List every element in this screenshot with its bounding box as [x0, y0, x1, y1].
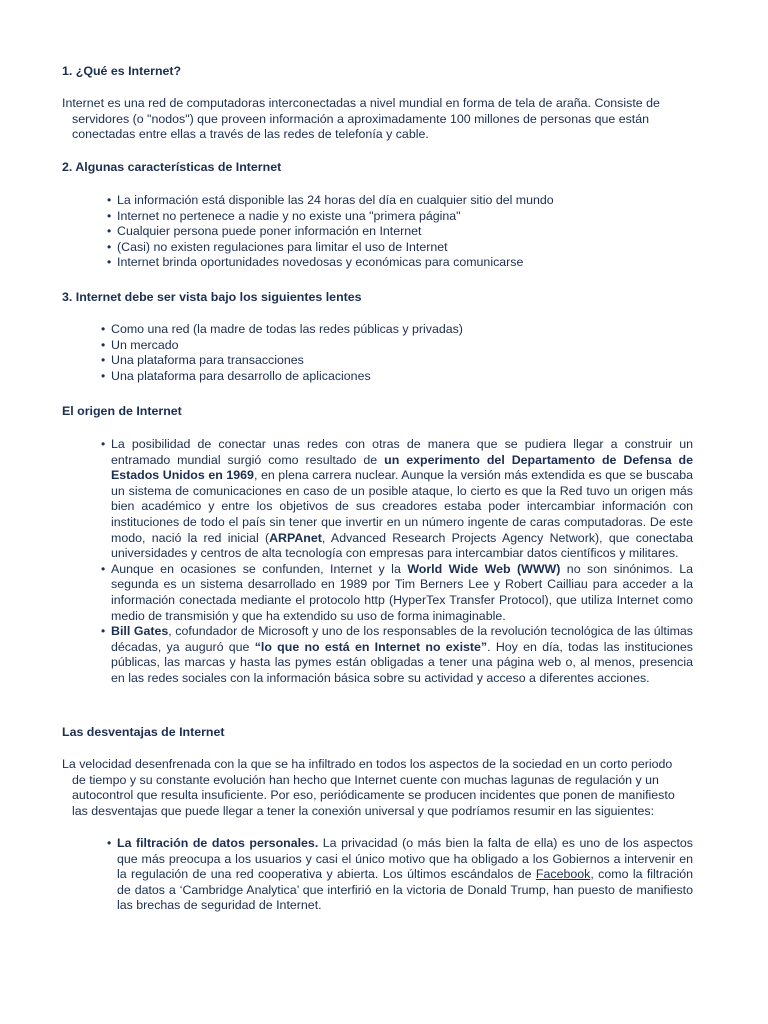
section-title-caracteristicas: 2. Algunas características de Internet: [62, 160, 282, 174]
desventajas-list: [107, 836, 693, 914]
paragraph-line: servidores (o "nodos") que proveen información a aproximadamente 100 millones de personas que están: [72, 111, 650, 126]
section-title-origen: El origen de Internet: [62, 404, 182, 418]
list-item: • Una plataforma para transacciones: [101, 353, 661, 369]
bold-text: Bill Gates: [111, 624, 169, 639]
caracteristicas-list: [107, 193, 667, 271]
paragraph-line: Internet es una red de computadoras interconectadas a nivel mundial en forma de tela de araña. Consiste de: [62, 96, 660, 110]
bold-text: un experimento del Departamento de Defensa de Estados Unidos en 1969: [111, 452, 693, 483]
lentes-list: [101, 322, 661, 384]
list-item: • Una plataforma para desarrollo de aplicaciones: [101, 369, 661, 385]
list-item: • Internet no pertenece a nadie y no existe una "primera página": [107, 209, 667, 225]
list-item: • Internet brinda oportunidades novedosas y económicas para comunicarse: [107, 255, 667, 271]
paragraph-line: de tiempo y su constante evolución han hecho que Internet cuente con muchas lagunas de regulación y un: [72, 772, 659, 787]
paragraph-que-es-internet: [62, 96, 693, 143]
bold-text: La filtración de datos personales.: [117, 836, 319, 850]
bold-text: World Wide Web (WWW): [407, 561, 561, 576]
list-item-origen-experimento: • La posibilidad de conectar unas redes con otras de manera que se pudiera llegar a construir un entramado mundial surgió como resultado de un experimento del Departamento de Defensa de Estados Unidos en 1969, en plena carrera nuclear. Aunque la versión más extendida es que se buscaba un sistema de comunicaciones en caso de un posible ataque, lo cierto es que la Red tuvo un origen más bien académico y entre los objetivos de sus creadores estaba poder intercambiar información con instituciones de todo el país sin tener que invertir en un número ingente de caras computadoras. De este modo, nació la red inicial (ARPAnet, Advanced Research Projects Agency Network), que conectaba universidades y centros de alta tecnología con empresas para intercambiar datos científicos y militares.: [101, 437, 693, 562]
bold-text: “lo que no está en Internet no existe”: [254, 639, 488, 654]
section-title-desventajas: Las desventajas de Internet: [62, 725, 225, 739]
paragraph-line: conectadas entre ellas a través de las redes de telefonía y cable.: [72, 127, 429, 142]
paragraph-line: las desventajas que puede llegar a tener la conexión universal y que podríamos resumir en las siguientes:: [72, 803, 655, 818]
list-item: • (Casi) no existen regulaciones para limitar el uso de Internet: [107, 240, 667, 256]
origen-list: [101, 437, 693, 687]
list-item: • La información está disponible las 24 horas del día en cualquier sitio del mundo: [107, 193, 667, 209]
paragraph-desventajas: [62, 757, 693, 819]
list-item: • Como una red (la madre de todas las redes públicas y privadas): [101, 322, 661, 338]
section-title-que-es-internet: 1. ¿Qué es Internet?: [62, 64, 182, 78]
bold-text: ARPAnet: [269, 530, 322, 545]
section-title-lentes: 3. Internet debe ser vista bajo los siguientes lentes: [62, 290, 362, 304]
list-item-filtracion-datos: • La filtración de datos personales. La privacidad (o más bien la falta de ella) es uno de los aspectos que más preocupa a los usuarios y casi el único motivo que ha obligado a los Gobiernos a intervenir en la regulación de una red cooperativa y abierta. Los últimos escándalos de Facebook, como la filtración de datos a ‘Cambridge Analytica’ que interfirió en la victoria de Donald Trump, han puesto de manifiesto las brechas de seguridad de Internet.: [107, 836, 693, 914]
list-item: • Un mercado: [101, 338, 661, 354]
paragraph-line: autocontrol que resulta insuficiente. Por eso, periódicamente se producen incidentes que ponen de manifiesto: [72, 788, 675, 803]
list-item-origen-bill-gates: • Bill Gates, cofundador de Microsoft y uno de los responsables de la revolución tecnológica de las últimas décadas, ya auguró que “lo que no está en Internet no existe”. Hoy en día, todas las instituciones públicas, las marcas y hasta las pymes están obligadas a tener una página web o, al menos, presencia en las redes sociales con la información básica sobre su actividad y acceso a diferentes acciones.: [101, 624, 693, 686]
list-item: • Cualquier persona puede poner información en Internet: [107, 224, 667, 240]
paragraph-line: La velocidad desenfrenada con la que se ha infiltrado en todos los aspectos de la sociedad en un corto periodo: [62, 757, 673, 771]
facebook-link[interactable]: Facebook: [535, 867, 591, 882]
list-item-origen-www: • Aunque en ocasiones se confunden, Internet y la World Wide Web (WWW) no son sinónimos. La segunda es un sistema desarrollado en 1989 por Tim Berners Lee y Robert Cailliau para acceder a la información conectada mediante el protocolo http (HyperTex Transfer Protocol), que utiliza Internet como medio de transmisión y que ha extendido su uso de forma inimaginable.: [101, 562, 693, 624]
